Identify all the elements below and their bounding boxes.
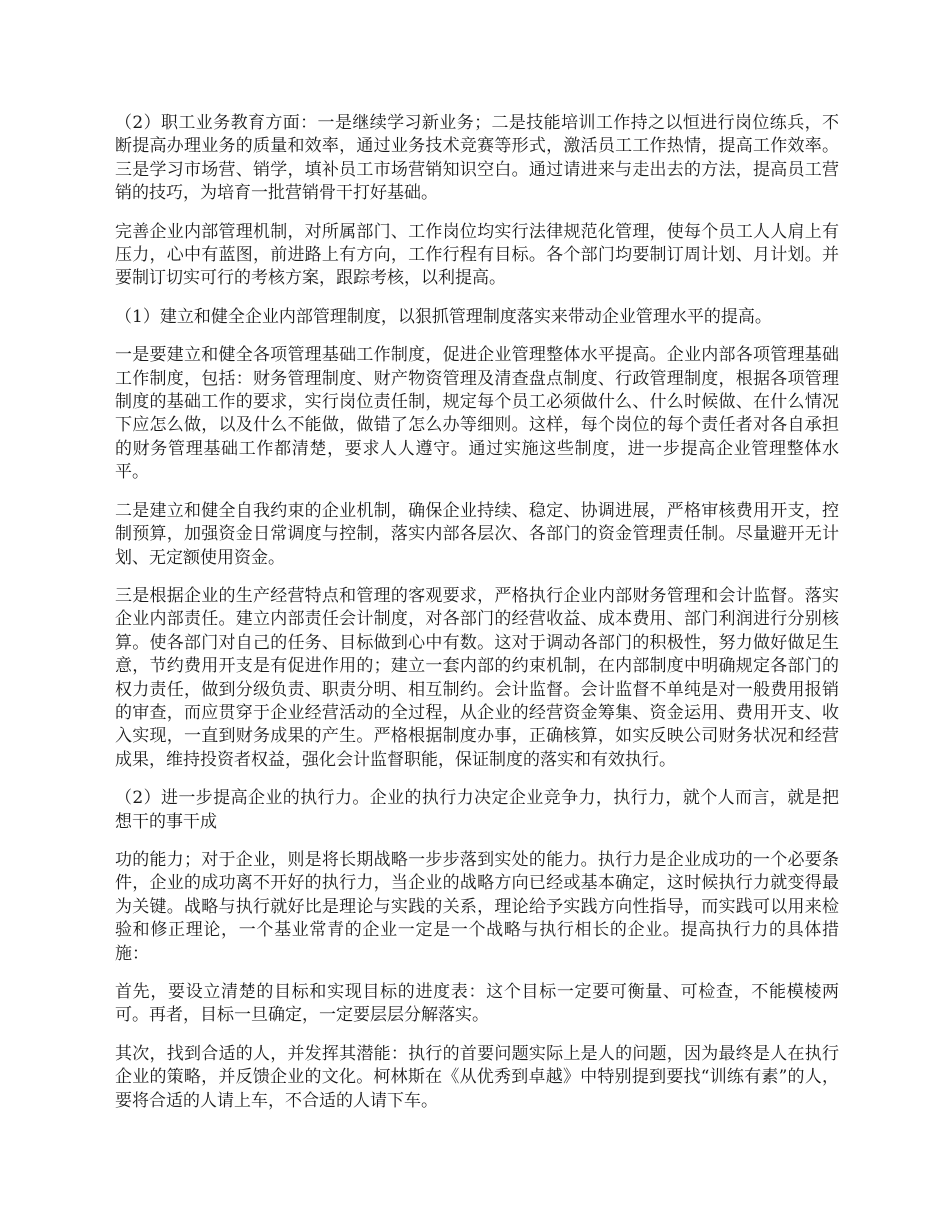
paragraph-execution-ability: 功的能力；对于企业，则是将长期战略一步步落到实处的能力。执行力是企业成功的一个必要条件，企业的成功离不开好的执行力，当企业的战略方向已经或基本确定，这时候执行力就变得最为关键。战略与执行就好比是理论与实践的关系，理论给予实践方向性指导，而实践可以用来检验和修正理论，一个基业常青的企业一定是一个战略与执行相长的企业。提高执行力的具体措施： bbox=[115, 849, 839, 964]
paragraph-self-restraint-mechanism: 二是建立和健全自我约束的企业机制，确保企业持续、稳定、协调进展，严格审核费用开支，控制预算，加强资金日常调度与控制，落实内部各层次、各部门的资金管理责任制。尽量避开无计划、无定额使用资金。 bbox=[115, 500, 839, 568]
paragraph-financial-supervision: 三是根据企业的生产经营特点和管理的客观要求，严格执行企业内部财务管理和会计监督。落实企业内部责任。建立内部责任会计制度，对各部门的经营收益、成本费用、部门利润进行分别核算。使各部门对自己的任务、目标做到心中有数。这对于调动各部门的积极性，努力做好做足生意，节约费用开支是有促进作用的；建立一套内部的约束机制，在内部制度中明确规定各部门的权力责任，做到分级负责、职责分明、相互制约。会计监督。会计监督不单纯是对一般费用报销的审查，而应贯穿于企业经营活动的全过程，从企业的经营资金筹集、资金运用、费用开支、收入实现，一直到财务成果的产生。严格根据制度办事，正确核算，如实反映公司财务状况和经营成果，维持投资者权益，强化会计监督职能，保证制度的落实和有效执行。 bbox=[115, 585, 839, 770]
paragraph-staff-education: （2）职工业务教育方面：一是继续学习新业务；二是技能培训工作持之以恒进行岗位练兵，不断提高办理业务的质量和效率，通过业务技术竞赛等形式，激活员工工作热情，提高工作效率。三是学习市场营、销学，填补员工市场营销知识空白。通过请进来与走出去的方法，提高员工营销的技巧，为培育一批营销骨干打好基础。 bbox=[115, 113, 839, 204]
paragraph-management-system-heading: （1）建立和健全企业内部管理制度，以狠抓管理制度落实来带动企业管理水平的提高。 bbox=[115, 306, 772, 327]
document-body bbox=[115, 112, 839, 1128]
paragraph-execution-heading: （2）进一步提高企业的执行力。企业的执行力决定企业竞争力，执行力，就个人而言，就是把想干的事干成 bbox=[115, 788, 839, 832]
paragraph-first-goals: 首先，要设立清楚的目标和实现目标的进度表：这个目标一定要可衡量、可检查，不能模棱两可。再者，目标一旦确定，一定要层层分解落实。 bbox=[115, 982, 839, 1026]
paragraph-basic-work-system: 一是要建立和健全各项管理基础工作制度，促进企业管理整体水平提高。企业内部各项管理基础工作制度，包括：财务管理制度、财产物资管理及清查盘点制度、行政管理制度，根据各项管理制度的基础工作的要求，实行岗位责任制，规定每个员工必须做什么、什么时候做、在什么情况下应怎么做，以及什么不能做，做错了怎么办等细则。这样，每个岗位的每个责任者对各自承担的财务管理基础工作都清楚，要求人人遵守。通过实施这些制度，进一步提高企业管理整体水平。 bbox=[115, 345, 839, 483]
paragraph-second-people: 其次，找到合适的人，并发挥其潜能：执行的首要问题实际上是人的问题，因为最终是人在执行企业的策略，并反馈企业的文化。柯林斯在《从优秀到卓越》中特别提到要找“训练有素”的人，要将合适的人请上车，不合适的人请下车。 bbox=[115, 1043, 839, 1111]
paragraph-internal-mechanism: 完善企业内部管理机制，对所属部门、工作岗位均实行法律规范化管理，使每个员工人人肩上有压力，心中有蓝图，前进路上有方向，工作行程有目标。各个部门均要制订周计划、月计划。并要制订切实可行的考核方案，跟踪考核，以利提高。 bbox=[115, 221, 839, 289]
